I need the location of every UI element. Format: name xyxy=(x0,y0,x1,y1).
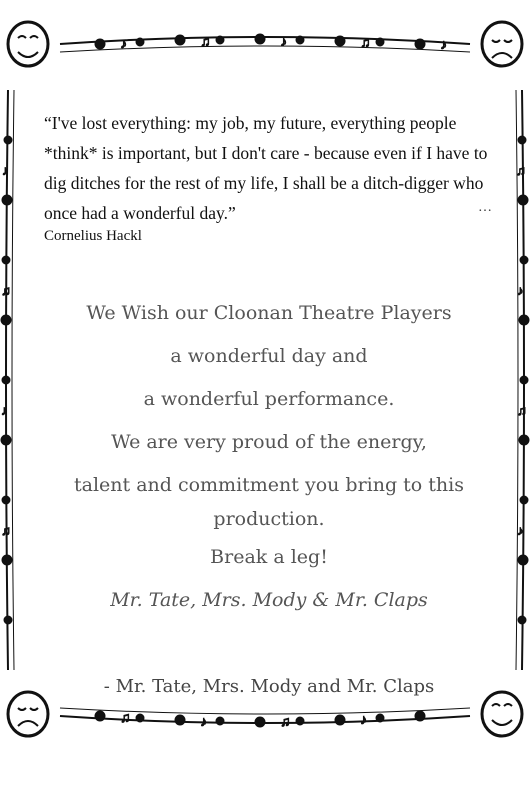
top-border-band xyxy=(60,34,470,53)
svg-text:♪: ♪ xyxy=(120,37,127,52)
svg-text:♪: ♪ xyxy=(280,35,287,50)
svg-text:♫: ♫ xyxy=(517,403,527,418)
quote-ellipsis: … xyxy=(478,200,492,215)
svg-text:♫: ♫ xyxy=(1,523,11,538)
signoff: - Mr. Tate, Mrs. Mody and Mr. Claps xyxy=(103,676,435,697)
message-line: We are very proud of the energy, xyxy=(111,431,427,453)
message-line: a wonderful performance. xyxy=(143,388,395,410)
svg-text:♪: ♪ xyxy=(200,715,207,730)
svg-text:♫: ♫ xyxy=(200,35,211,50)
comedy-mask-icon xyxy=(8,22,48,66)
tragedy-mask-icon xyxy=(482,22,522,66)
message-signature: Mr. Tate, Mrs. Mody & Mr. Claps xyxy=(110,589,428,611)
message-line: a wonderful day and xyxy=(170,345,368,367)
message-line: We Wish our Cloonan Theatre Players xyxy=(86,302,452,324)
quote-text: “I've lost everything: my job, my future, everything people *think* is important, but I don't care - because even if I have to dig ditches for the rest of my life, I shall be a ditch-digger who once had a wonderful day.” xyxy=(44,113,488,223)
svg-text:♪: ♪ xyxy=(360,713,367,728)
message-line: Break a leg! xyxy=(210,546,328,568)
bottom-border-band xyxy=(60,708,470,730)
svg-text:♫: ♫ xyxy=(516,163,526,178)
svg-text:♪: ♪ xyxy=(517,283,524,298)
svg-text:♫: ♫ xyxy=(280,715,291,730)
message-line: talent and commitment you bring to this production. xyxy=(74,474,464,530)
svg-text:♫: ♫ xyxy=(120,711,131,726)
right-border-band xyxy=(516,90,529,670)
quote-author: Cornelius Hackl xyxy=(44,228,142,244)
left-border-band xyxy=(1,90,14,670)
svg-text:♪: ♪ xyxy=(2,163,9,178)
svg-text:♫: ♫ xyxy=(360,36,371,51)
tragedy-mask-icon xyxy=(8,692,48,736)
comedy-mask-icon xyxy=(482,692,522,736)
svg-text:♪: ♪ xyxy=(517,523,524,538)
svg-text:♪: ♪ xyxy=(440,38,447,53)
message-block xyxy=(70,296,468,626)
svg-text:♪: ♪ xyxy=(1,403,8,418)
svg-text:♫: ♫ xyxy=(1,283,11,298)
